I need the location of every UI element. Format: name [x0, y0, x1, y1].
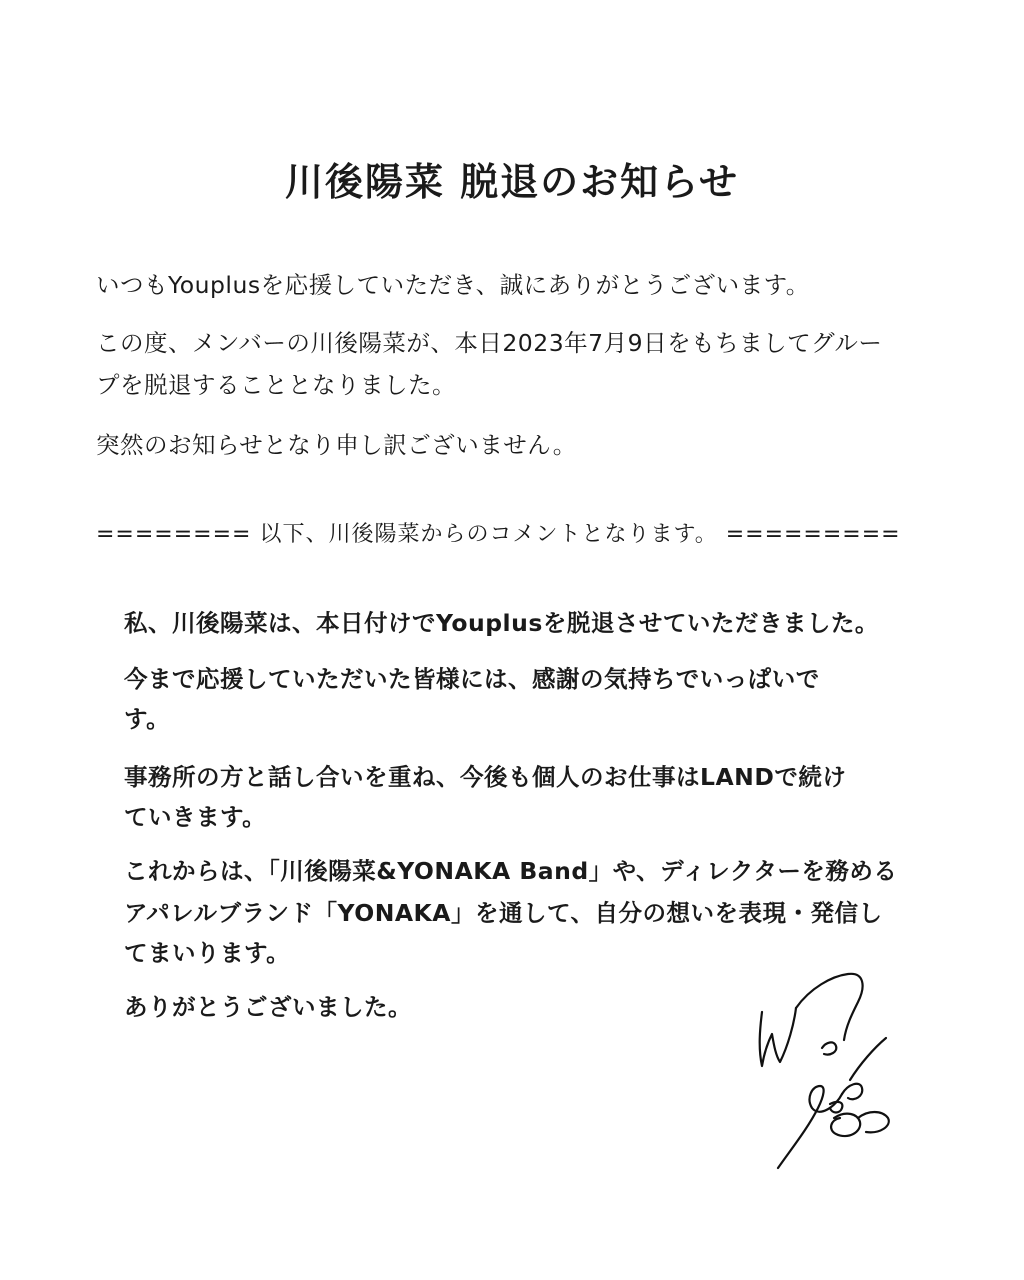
comment-line: これからは、「川後陽菜&YONAKA Band」や、ディレクターを務める: [124, 857, 898, 885]
comment-line: ていきます。: [124, 803, 267, 831]
intro-line: いつもYouplusを応援していただき、誠にありがとうございます。: [96, 271, 810, 299]
intro-line: プを脱退することとなりました。: [96, 371, 456, 399]
comment-line: 事務所の方と話し合いを重ね、今後も個人のお仕事はLANDで続け: [124, 763, 847, 791]
comment-line: す。: [124, 705, 171, 733]
comment-line: 今まで応援していただいた皆様には、感謝の気持ちでいっぱいで: [124, 665, 820, 693]
comment-divider: ======== 以下、川後陽菜からのコメントとなります。 =========: [96, 522, 901, 547]
comment-line: ありがとうございました。: [124, 993, 412, 1021]
comment-line: アパレルブランド「YONAKA」を通して、自分の想いを表現・発信し: [124, 899, 883, 927]
page-title: 川後陽菜 脱退のお知らせ: [284, 160, 740, 204]
intro-line: 突然のお知らせとなり申し訳ございません。: [96, 431, 577, 459]
comment-line: 私、川後陽菜は、本日付けでYouplusを脱退させていただきました。: [124, 609, 879, 637]
comment-line: てまいります。: [124, 939, 291, 967]
handwritten-signature: [748, 968, 898, 1183]
intro-line: この度、メンバーの川後陽菜が、本日2023年7月9日をもちましてグルー: [96, 329, 883, 357]
